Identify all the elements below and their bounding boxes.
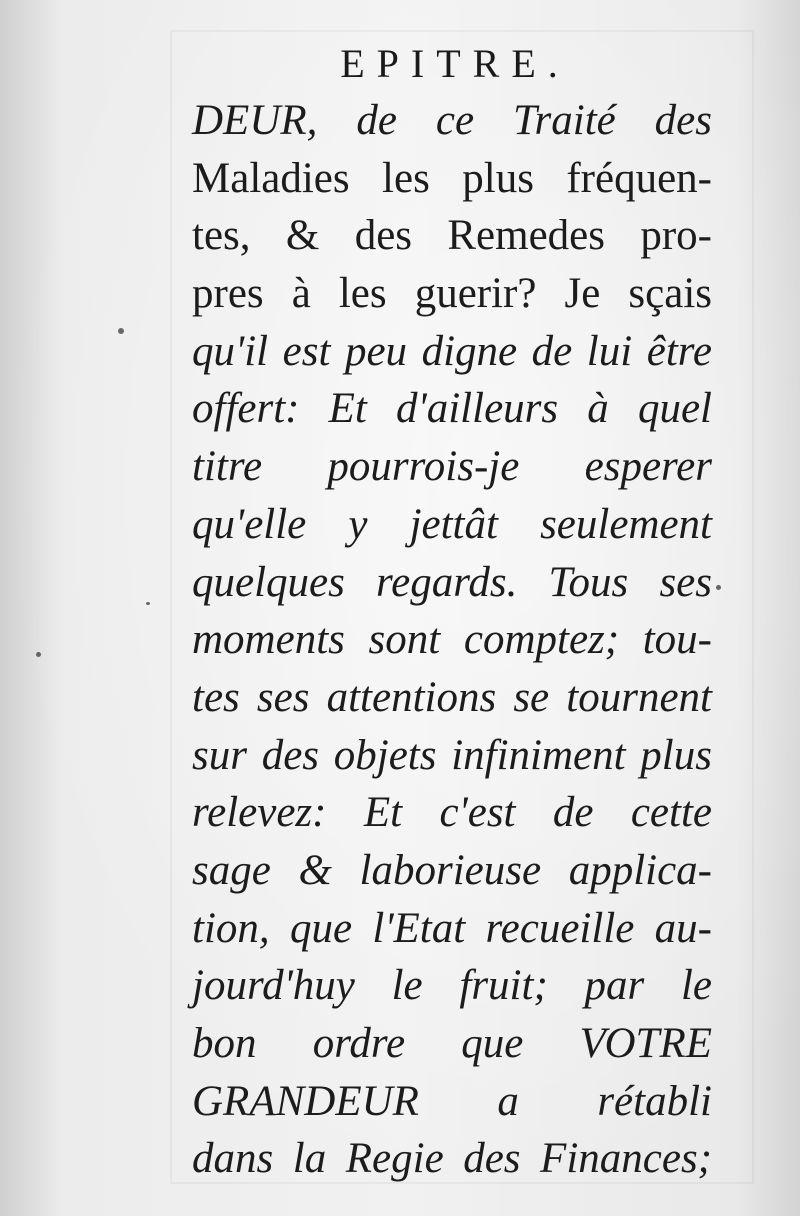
- text-line: moments sont comptez; tou-: [192, 616, 712, 664]
- text-line: qu'il est peu digne de lui être: [192, 327, 712, 375]
- text-line: relevez: Et c'est de cette: [192, 789, 712, 837]
- text-line: bon ordre que VOTRE: [192, 1020, 712, 1067]
- ink-speck: [118, 328, 124, 334]
- ink-speck: [36, 652, 41, 657]
- text-line: sur des objets infiniment plus: [192, 731, 712, 779]
- text-line: tes, & des Remedes pro-: [192, 212, 712, 260]
- text-line: quelques regards. Tous ses: [192, 558, 712, 606]
- ink-speck: [146, 602, 150, 605]
- text-line: tes ses attentions se tournent: [192, 673, 712, 721]
- text-line: dans la Regie des Finances;: [192, 1135, 712, 1183]
- text-line: DEUR, de ce Traité des: [192, 97, 712, 144]
- text-line: sage & laborieuse applica-: [192, 846, 712, 894]
- ink-speck: [716, 585, 721, 590]
- text-line: offert: Et d'ailleurs à quel: [192, 385, 712, 433]
- text-line: qu'elle y jettât seulement: [192, 500, 712, 548]
- text-line: GRANDEUR a rétabli: [192, 1077, 712, 1125]
- text-line: Maladies les plus fréquen-: [192, 154, 712, 202]
- text-line: pres à les guerir? Je sçais: [192, 270, 712, 318]
- text-line: tion, que l'Etat recueille au-: [192, 904, 712, 952]
- running-header: EPITRE.: [340, 41, 570, 86]
- text-line: jourd'huy le fruit; par le: [192, 962, 712, 1010]
- body-text: [192, 92, 712, 1188]
- text-line: titre pourrois-je esperer: [192, 443, 712, 491]
